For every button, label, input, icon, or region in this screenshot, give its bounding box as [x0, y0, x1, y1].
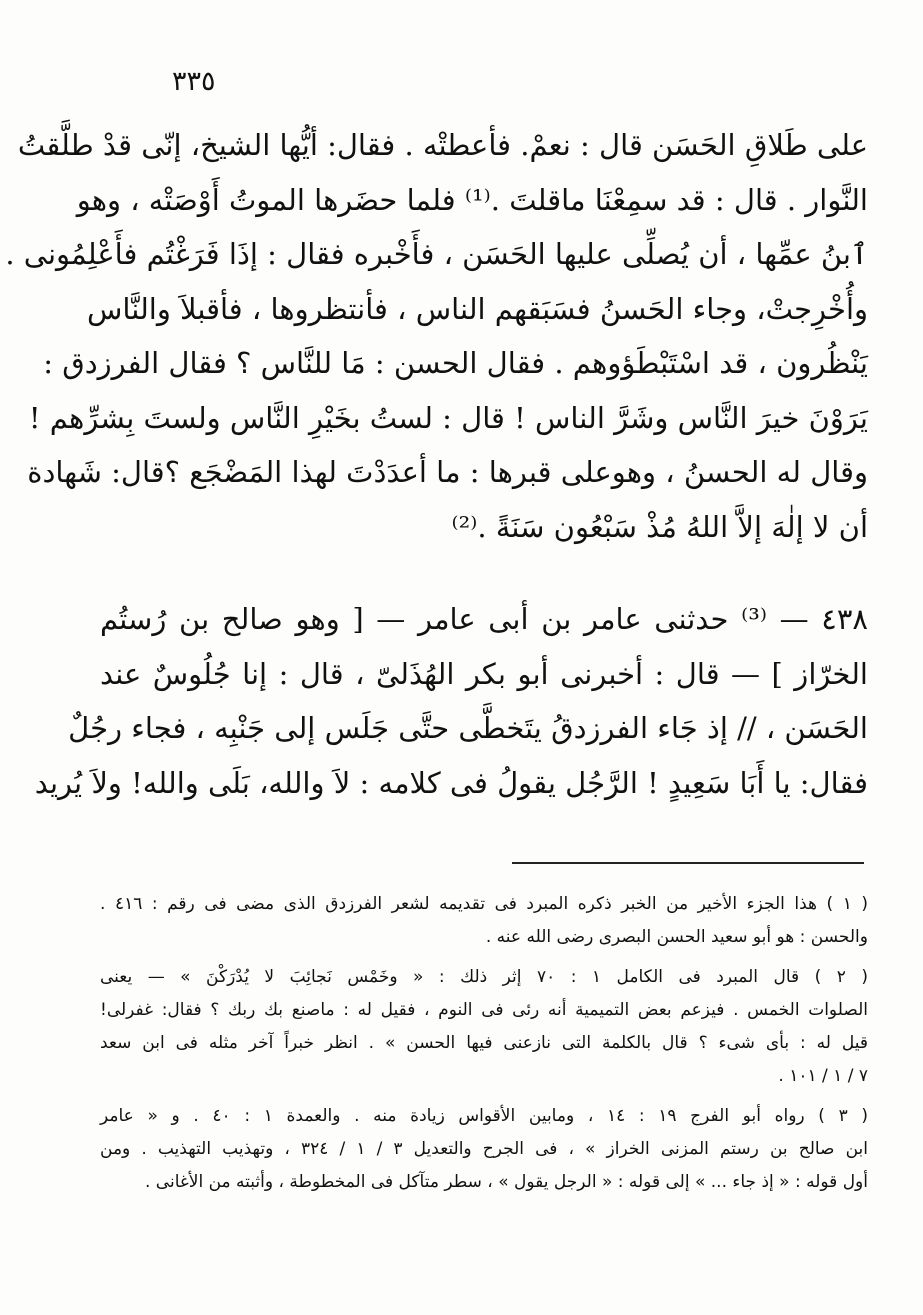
- text-line: فقال: يا أَبَا سَعِيدٍ ! الرَّجُل يقولُ فى كلامه : لاَ والله، بَلَى والله! ولاَ يُريد: [34, 765, 868, 800]
- text-line: وأُخْرِجتْ، وجاء الحَسنُ فسَبَقهم الناس ، فأنتظروها ، فأقبلاَ والنَّاس: [86, 291, 868, 326]
- footnote-1: [100, 888, 868, 954]
- footnote-line: والحسن : هو أبو سعيد الحسن البصرى رضى الله عنه .: [485, 927, 868, 947]
- footnote-line: قيل له : بأى شىء ؟ قال بالكلمة التى نازعنى فيها الحسن » . انظر خبراً آخر مثله فى ابن سعد: [100, 1033, 868, 1053]
- paragraph-2: [34, 592, 868, 810]
- footnote-2: [100, 961, 868, 1093]
- footnote-3: [100, 1100, 868, 1199]
- footnote-line: أول قوله : « إذ جاء ... » إلى قوله : « الرجل يقول » ، سطر متآكل فى المخطوطة ، وأثبته من الأغانى .: [144, 1172, 868, 1192]
- page-number: ٣٣٥: [172, 66, 216, 97]
- text-line: الحَسَن ، // إذ جَاء الفرزدقُ يتَخطَّى حتَّى جَلَس إلى جَنْبِه ، فجاء رجُلٌ: [68, 711, 868, 745]
- footnote-gap: [100, 1093, 868, 1100]
- footnote-line: الصلوات الخمس . فيزعم بعض التميمية أنه رئى فى النوم ، فقيل له : ماصنع بك ربك ؟ فقال: غفرلى!: [100, 1000, 868, 1020]
- footnote-line: ٧ / ١ / ١٠١ .: [778, 1066, 868, 1086]
- text-line: وقال له الحسنُ ، وهوعلى قبرها : ما أعدَدْتَ لهذا المَضْجَع ؟قال: شَهادة: [27, 455, 868, 489]
- text-line: ٤٣٨ — ⁽³⁾ حدثنى عامر بن أبى عامر — [ وهو صالح بن رُستُم: [100, 602, 868, 636]
- main-text: [5, 118, 868, 810]
- footnote-line: ( ٣ ) رواه أبو الفرج ١٩ : ١٤ ، ومابين الأقواس زيادة منه . والعمدة ١ : ٤٠ . و « عامر: [100, 1106, 868, 1126]
- text-line: الخرّاز ] — قال : أخبرنى أبو بكر الهُذَلىّ ، قال : إنا جُلُوسٌ عند: [100, 656, 868, 691]
- text-line: أن لا إلٰهَ إلاَّ اللهُ مُذْ سَبْعُون سَنَةً .⁽²⁾: [451, 509, 868, 544]
- footnote-gap: [100, 954, 868, 961]
- paragraph-gap: [100, 554, 868, 592]
- text-line: يَرَوْنَ خيرَ النَّاس وشَرَّ الناس ! قال : لستُ بخَيْرِ النَّاس ولستَ بِشرِّهم !: [28, 400, 868, 435]
- footnote-line: ( ٢ ) قال المبرد فى الكامل ١ : ٧٠ إثر ذلك : « وخَمْس نَجائِبَ لا يُدْرَكْنَ » — يعنى: [100, 967, 868, 987]
- footnote-line: ( ١ ) هذا الجزء الأخير من الخبر ذكره المبرد فى تقديمه لشعر الفرزدق الذى مضى فى رقم : ٤١٦ .: [100, 894, 868, 914]
- footnote-line: ابن صالح بن رستم المزنى الخراز » ، فى الجرح والتعديل ٣ / ١ / ٣٢٤ ، وتهذيب التهذيب . ومن: [100, 1139, 868, 1159]
- footnote-separator: [512, 862, 864, 864]
- text-line: النَّوار . قال : قد سمِعْنَا ماقلتَ .⁽¹⁾ فلما حضَرها الموتُ أَوْصَتْه ، وهو: [76, 182, 868, 217]
- text-line: ٱبنُ عمِّها ، أن يُصلِّى عليها الحَسَن ، فأَخْبره فقال : إذَا فَرَغْتُم فأَعْلِمُونى .: [5, 237, 868, 271]
- text-line: يَنْظُرون ، قد اسْتَبْطَؤوهم . فقال الحسن : مَا للنَّاس ؟ فقال الفرزدق :: [43, 346, 868, 380]
- paragraph-1: [5, 118, 868, 554]
- text-line: على طَلاقِ الحَسَن قال : نعمْ. فأعطتْه . فقال: أيُّها الشيخ، إنّى قدْ طلَّقتُ: [17, 128, 868, 162]
- footnotes: [100, 888, 868, 1199]
